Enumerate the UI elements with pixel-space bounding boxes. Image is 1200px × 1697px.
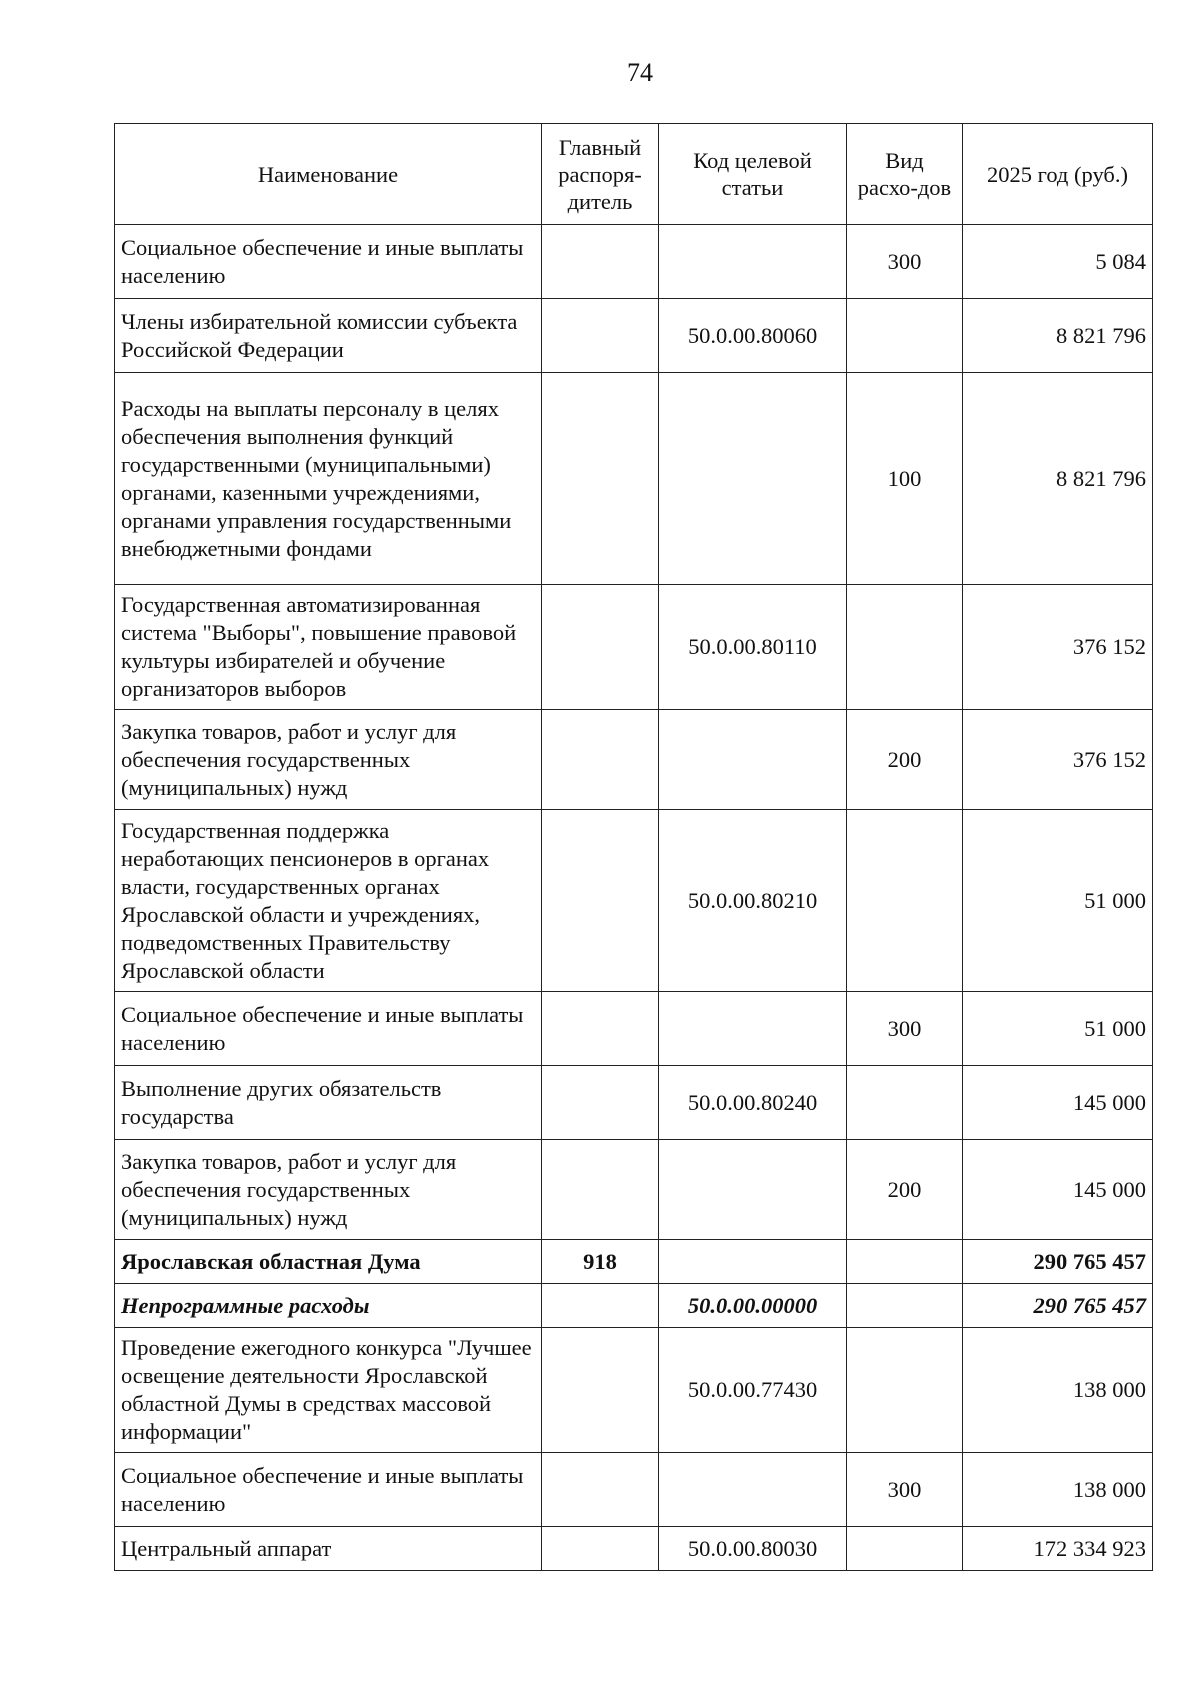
table-row	[115, 299, 1153, 373]
table-row	[115, 810, 1153, 992]
cell-target-code: 50.0.00.77430	[659, 1328, 847, 1453]
cell-target-code: 50.0.00.80110	[659, 585, 847, 710]
cell-name: Социальное обеспечение и иные выплаты населению	[115, 225, 542, 299]
cell-amount: 172 334 923	[963, 1527, 1153, 1571]
cell-main-manager	[542, 1328, 659, 1453]
cell-name: Государственная поддержка неработающих пенсионеров в органах власти, государственных органах Ярославской области и учреждениях, подведомственных Правительству Ярославской области	[115, 810, 542, 992]
cell-target-code: 50.0.00.80240	[659, 1066, 847, 1140]
table-header-row	[115, 124, 1153, 225]
header-amount-2025: 2025 год (руб.)	[963, 124, 1153, 225]
cell-main-manager	[542, 710, 659, 810]
cell-expense-type: 100	[847, 373, 963, 585]
cell-target-code	[659, 992, 847, 1066]
cell-main-manager	[542, 1453, 659, 1527]
cell-amount: 376 152	[963, 710, 1153, 810]
cell-amount: 290 765 457	[963, 1240, 1153, 1284]
cell-main-manager	[542, 992, 659, 1066]
cell-expense-type	[847, 1240, 963, 1284]
table-row	[115, 992, 1153, 1066]
cell-target-code	[659, 1453, 847, 1527]
cell-target-code	[659, 710, 847, 810]
cell-expense-type	[847, 585, 963, 710]
cell-expense-type	[847, 1328, 963, 1453]
cell-expense-type: 300	[847, 225, 963, 299]
cell-main-manager	[542, 1066, 659, 1140]
table-body	[115, 225, 1153, 1571]
cell-amount: 376 152	[963, 585, 1153, 710]
cell-expense-type: 300	[847, 1453, 963, 1527]
cell-target-code	[659, 225, 847, 299]
table-row	[115, 1453, 1153, 1527]
cell-name: Проведение ежегодного конкурса "Лучшее освещение деятельности Ярославской областной Думы в средствах массовой информации"	[115, 1328, 542, 1453]
table-row	[115, 1527, 1153, 1571]
table-row	[115, 225, 1153, 299]
cell-amount: 145 000	[963, 1140, 1153, 1240]
header-name: Наименование	[115, 124, 542, 225]
cell-target-code: 50.0.00.80060	[659, 299, 847, 373]
cell-amount: 51 000	[963, 992, 1153, 1066]
cell-amount: 8 821 796	[963, 373, 1153, 585]
cell-amount: 51 000	[963, 810, 1153, 992]
cell-expense-type: 300	[847, 992, 963, 1066]
cell-main-manager: 918	[542, 1240, 659, 1284]
cell-name: Государственная автоматизированная система "Выборы", повышение правовой культуры избирателей и обучение организаторов выборов	[115, 585, 542, 710]
cell-name: Расходы на выплаты персоналу в целях обеспечения выполнения функций государственными (муниципальными) органами, казенными учреждениями, органами управления государственными внебюджетными фондами	[115, 373, 542, 585]
cell-expense-type	[847, 1066, 963, 1140]
budget-table	[114, 123, 1153, 1571]
table-row	[115, 1240, 1153, 1284]
cell-expense-type: 200	[847, 1140, 963, 1240]
cell-main-manager	[542, 1284, 659, 1328]
cell-name: Социальное обеспечение и иные выплаты населению	[115, 992, 542, 1066]
cell-main-manager	[542, 810, 659, 992]
table-row	[115, 373, 1153, 585]
cell-main-manager	[542, 299, 659, 373]
cell-name: Выполнение других обязательств государства	[115, 1066, 542, 1140]
cell-amount: 145 000	[963, 1066, 1153, 1140]
cell-main-manager	[542, 1527, 659, 1571]
table-row	[115, 710, 1153, 810]
cell-target-code	[659, 1140, 847, 1240]
cell-expense-type: 200	[847, 710, 963, 810]
cell-amount: 5 084	[963, 225, 1153, 299]
cell-expense-type	[847, 810, 963, 992]
cell-amount: 290 765 457	[963, 1284, 1153, 1328]
cell-target-code: 50.0.00.00000	[659, 1284, 847, 1328]
header-target-code: Код целевой статьи	[659, 124, 847, 225]
cell-amount: 138 000	[963, 1453, 1153, 1527]
table-row	[115, 1328, 1153, 1453]
table-row	[115, 585, 1153, 710]
header-expense-type: Вид расхо-дов	[847, 124, 963, 225]
cell-name: Закупка товаров, работ и услуг для обеспечения государственных (муниципальных) нужд	[115, 710, 542, 810]
cell-main-manager	[542, 373, 659, 585]
cell-target-code: 50.0.00.80210	[659, 810, 847, 992]
cell-name: Члены избирательной комиссии субъекта Российской Федерации	[115, 299, 542, 373]
cell-main-manager	[542, 1140, 659, 1240]
table-row	[115, 1140, 1153, 1240]
cell-name: Непрограммные расходы	[115, 1284, 542, 1328]
cell-name: Социальное обеспечение и иные выплаты населению	[115, 1453, 542, 1527]
cell-target-code	[659, 373, 847, 585]
table-row	[115, 1066, 1153, 1140]
cell-name: Центральный аппарат	[115, 1527, 542, 1571]
cell-amount: 8 821 796	[963, 299, 1153, 373]
page-number: 74	[627, 58, 653, 87]
cell-amount: 138 000	[963, 1328, 1153, 1453]
cell-main-manager	[542, 585, 659, 710]
table-row	[115, 1284, 1153, 1328]
cell-main-manager	[542, 225, 659, 299]
header-main-manager: Главный распоря-дитель	[542, 124, 659, 225]
cell-expense-type	[847, 1284, 963, 1328]
cell-name: Закупка товаров, работ и услуг для обеспечения государственных (муниципальных) нужд	[115, 1140, 542, 1240]
cell-target-code: 50.0.00.80030	[659, 1527, 847, 1571]
cell-name: Ярославская областная Дума	[115, 1240, 542, 1284]
cell-expense-type	[847, 299, 963, 373]
cell-expense-type	[847, 1527, 963, 1571]
cell-target-code	[659, 1240, 847, 1284]
